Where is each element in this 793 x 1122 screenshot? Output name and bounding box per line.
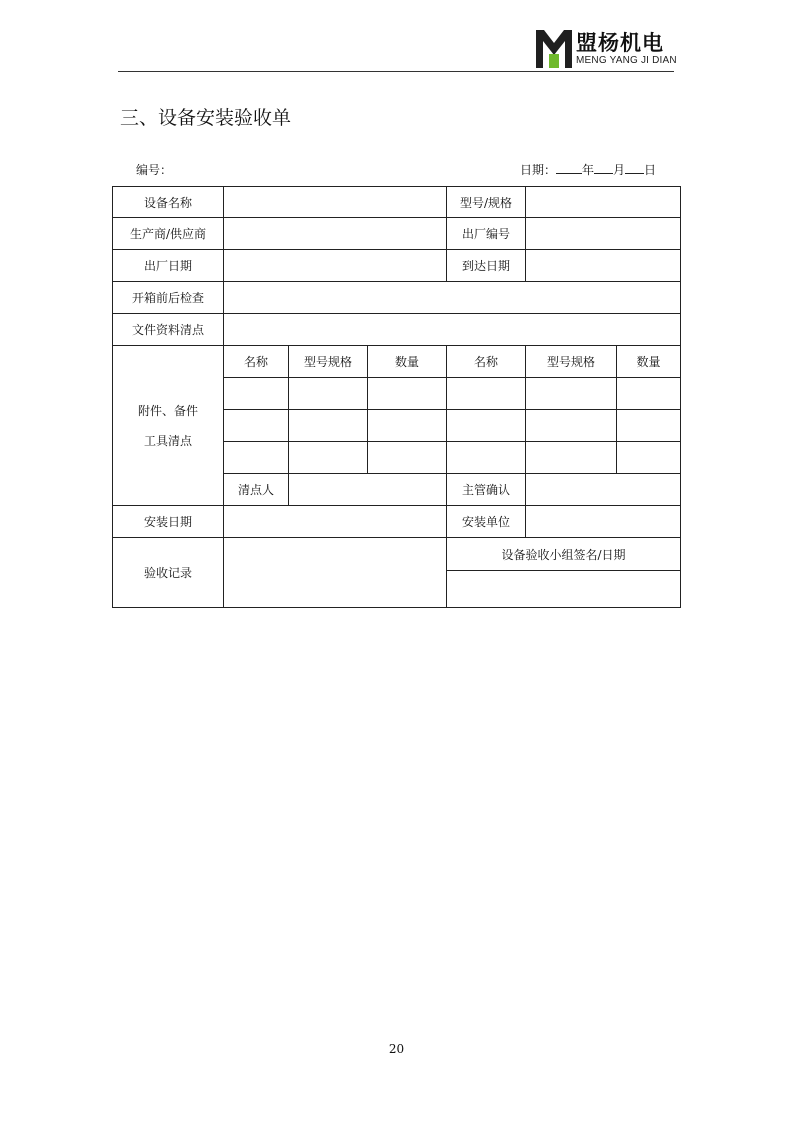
- item-model-cell[interactable]: [289, 410, 368, 442]
- item-qty-cell[interactable]: [368, 410, 447, 442]
- factory-date-cell[interactable]: [224, 250, 447, 282]
- date-month-label: 月: [612, 163, 625, 177]
- item-name-cell[interactable]: [224, 410, 289, 442]
- acceptance-form-table-main: [112, 186, 681, 608]
- date-year-blank[interactable]: [556, 162, 582, 174]
- item-model-cell[interactable]: [526, 410, 617, 442]
- group-sign-label: 设备验收小组签名/日期: [447, 538, 681, 571]
- col-name-header: 名称: [224, 346, 289, 378]
- form-date: [520, 162, 656, 178]
- col-model-header: 型号规格: [289, 346, 368, 378]
- table-row: [113, 506, 681, 538]
- arrival-date-label: 到达日期: [447, 250, 526, 282]
- item-name-cell[interactable]: [447, 378, 526, 410]
- item-model-cell[interactable]: [526, 442, 617, 474]
- item-qty-cell[interactable]: [368, 442, 447, 474]
- item-model-cell[interactable]: [289, 378, 368, 410]
- brand-name-en: MENG YANG JI DIAN: [576, 55, 677, 66]
- form-number-label: 编号：: [136, 163, 173, 177]
- item-name-cell[interactable]: [447, 442, 526, 474]
- table-row: [113, 346, 681, 378]
- col-qty-header-2: 数量: [617, 346, 681, 378]
- manufacturer-label: 生产商/供应商: [113, 218, 224, 250]
- item-qty-cell[interactable]: [368, 378, 447, 410]
- install-date-cell[interactable]: [224, 506, 447, 538]
- docs-check-cell[interactable]: [224, 314, 681, 346]
- counter-label: 清点人: [224, 474, 289, 506]
- table-row: [113, 218, 681, 250]
- item-name-cell[interactable]: [224, 442, 289, 474]
- col-model-header-2: 型号规格: [526, 346, 617, 378]
- date-year-label: 年: [581, 163, 594, 177]
- group-sign-cell[interactable]: [447, 571, 681, 608]
- model-spec-cell[interactable]: [526, 187, 681, 218]
- col-qty-header: 数量: [368, 346, 447, 378]
- equipment-name-cell[interactable]: [224, 187, 447, 218]
- form-number: [136, 162, 172, 178]
- factory-date-label: 出厂日期: [113, 250, 224, 282]
- accessories-label-line1: 附件、备件: [137, 403, 198, 418]
- brand-logo-text: [576, 31, 677, 67]
- model-spec-label: 型号/规格: [447, 187, 526, 218]
- table-row: [113, 282, 681, 314]
- item-name-cell[interactable]: [447, 410, 526, 442]
- date-day-blank[interactable]: [625, 162, 644, 174]
- arrival-date-cell[interactable]: [526, 250, 681, 282]
- table-row: [113, 538, 681, 571]
- item-model-cell[interactable]: [289, 442, 368, 474]
- accessories-label: [113, 346, 224, 506]
- date-month-blank[interactable]: [594, 162, 613, 174]
- table-row: [113, 314, 681, 346]
- equipment-name-label: 设备名称: [113, 187, 224, 218]
- col-name-header-2: 名称: [447, 346, 526, 378]
- date-label: 日期：: [519, 163, 556, 177]
- counter-cell[interactable]: [289, 474, 447, 506]
- factory-no-label: 出厂编号: [447, 218, 526, 250]
- acceptance-record-label: 验收记录: [113, 538, 224, 608]
- section-title: 三、设备安装验收单: [120, 107, 292, 129]
- acceptance-record-cell[interactable]: [224, 538, 447, 608]
- item-qty-cell[interactable]: [617, 410, 681, 442]
- item-qty-cell[interactable]: [617, 378, 681, 410]
- page-number: 20: [388, 1042, 405, 1056]
- unpack-check-cell[interactable]: [224, 282, 681, 314]
- unpack-check-label: 开箱前后检查: [113, 282, 224, 314]
- brand-name-cn: 盟杨机电: [576, 31, 664, 55]
- item-name-cell[interactable]: [224, 378, 289, 410]
- install-unit-cell[interactable]: [526, 506, 681, 538]
- item-qty-cell[interactable]: [617, 442, 681, 474]
- item-model-cell[interactable]: [526, 378, 617, 410]
- table-row: [113, 250, 681, 282]
- manufacturer-cell[interactable]: [224, 218, 447, 250]
- docs-check-label: 文件资料清点: [113, 314, 224, 346]
- supervisor-confirm-label: 主管确认: [447, 474, 526, 506]
- accessories-label-line2: 工具清点: [143, 433, 192, 448]
- table-row: [113, 187, 681, 218]
- supervisor-confirm-cell[interactable]: [526, 474, 681, 506]
- date-day-label: 日: [643, 163, 656, 177]
- install-unit-label: 安装单位: [447, 506, 526, 538]
- header-rule: [118, 71, 674, 72]
- brand-logo: [536, 30, 677, 68]
- install-date-label: 安装日期: [113, 506, 224, 538]
- brand-logo-icon: [536, 30, 572, 68]
- factory-no-cell[interactable]: [526, 218, 681, 250]
